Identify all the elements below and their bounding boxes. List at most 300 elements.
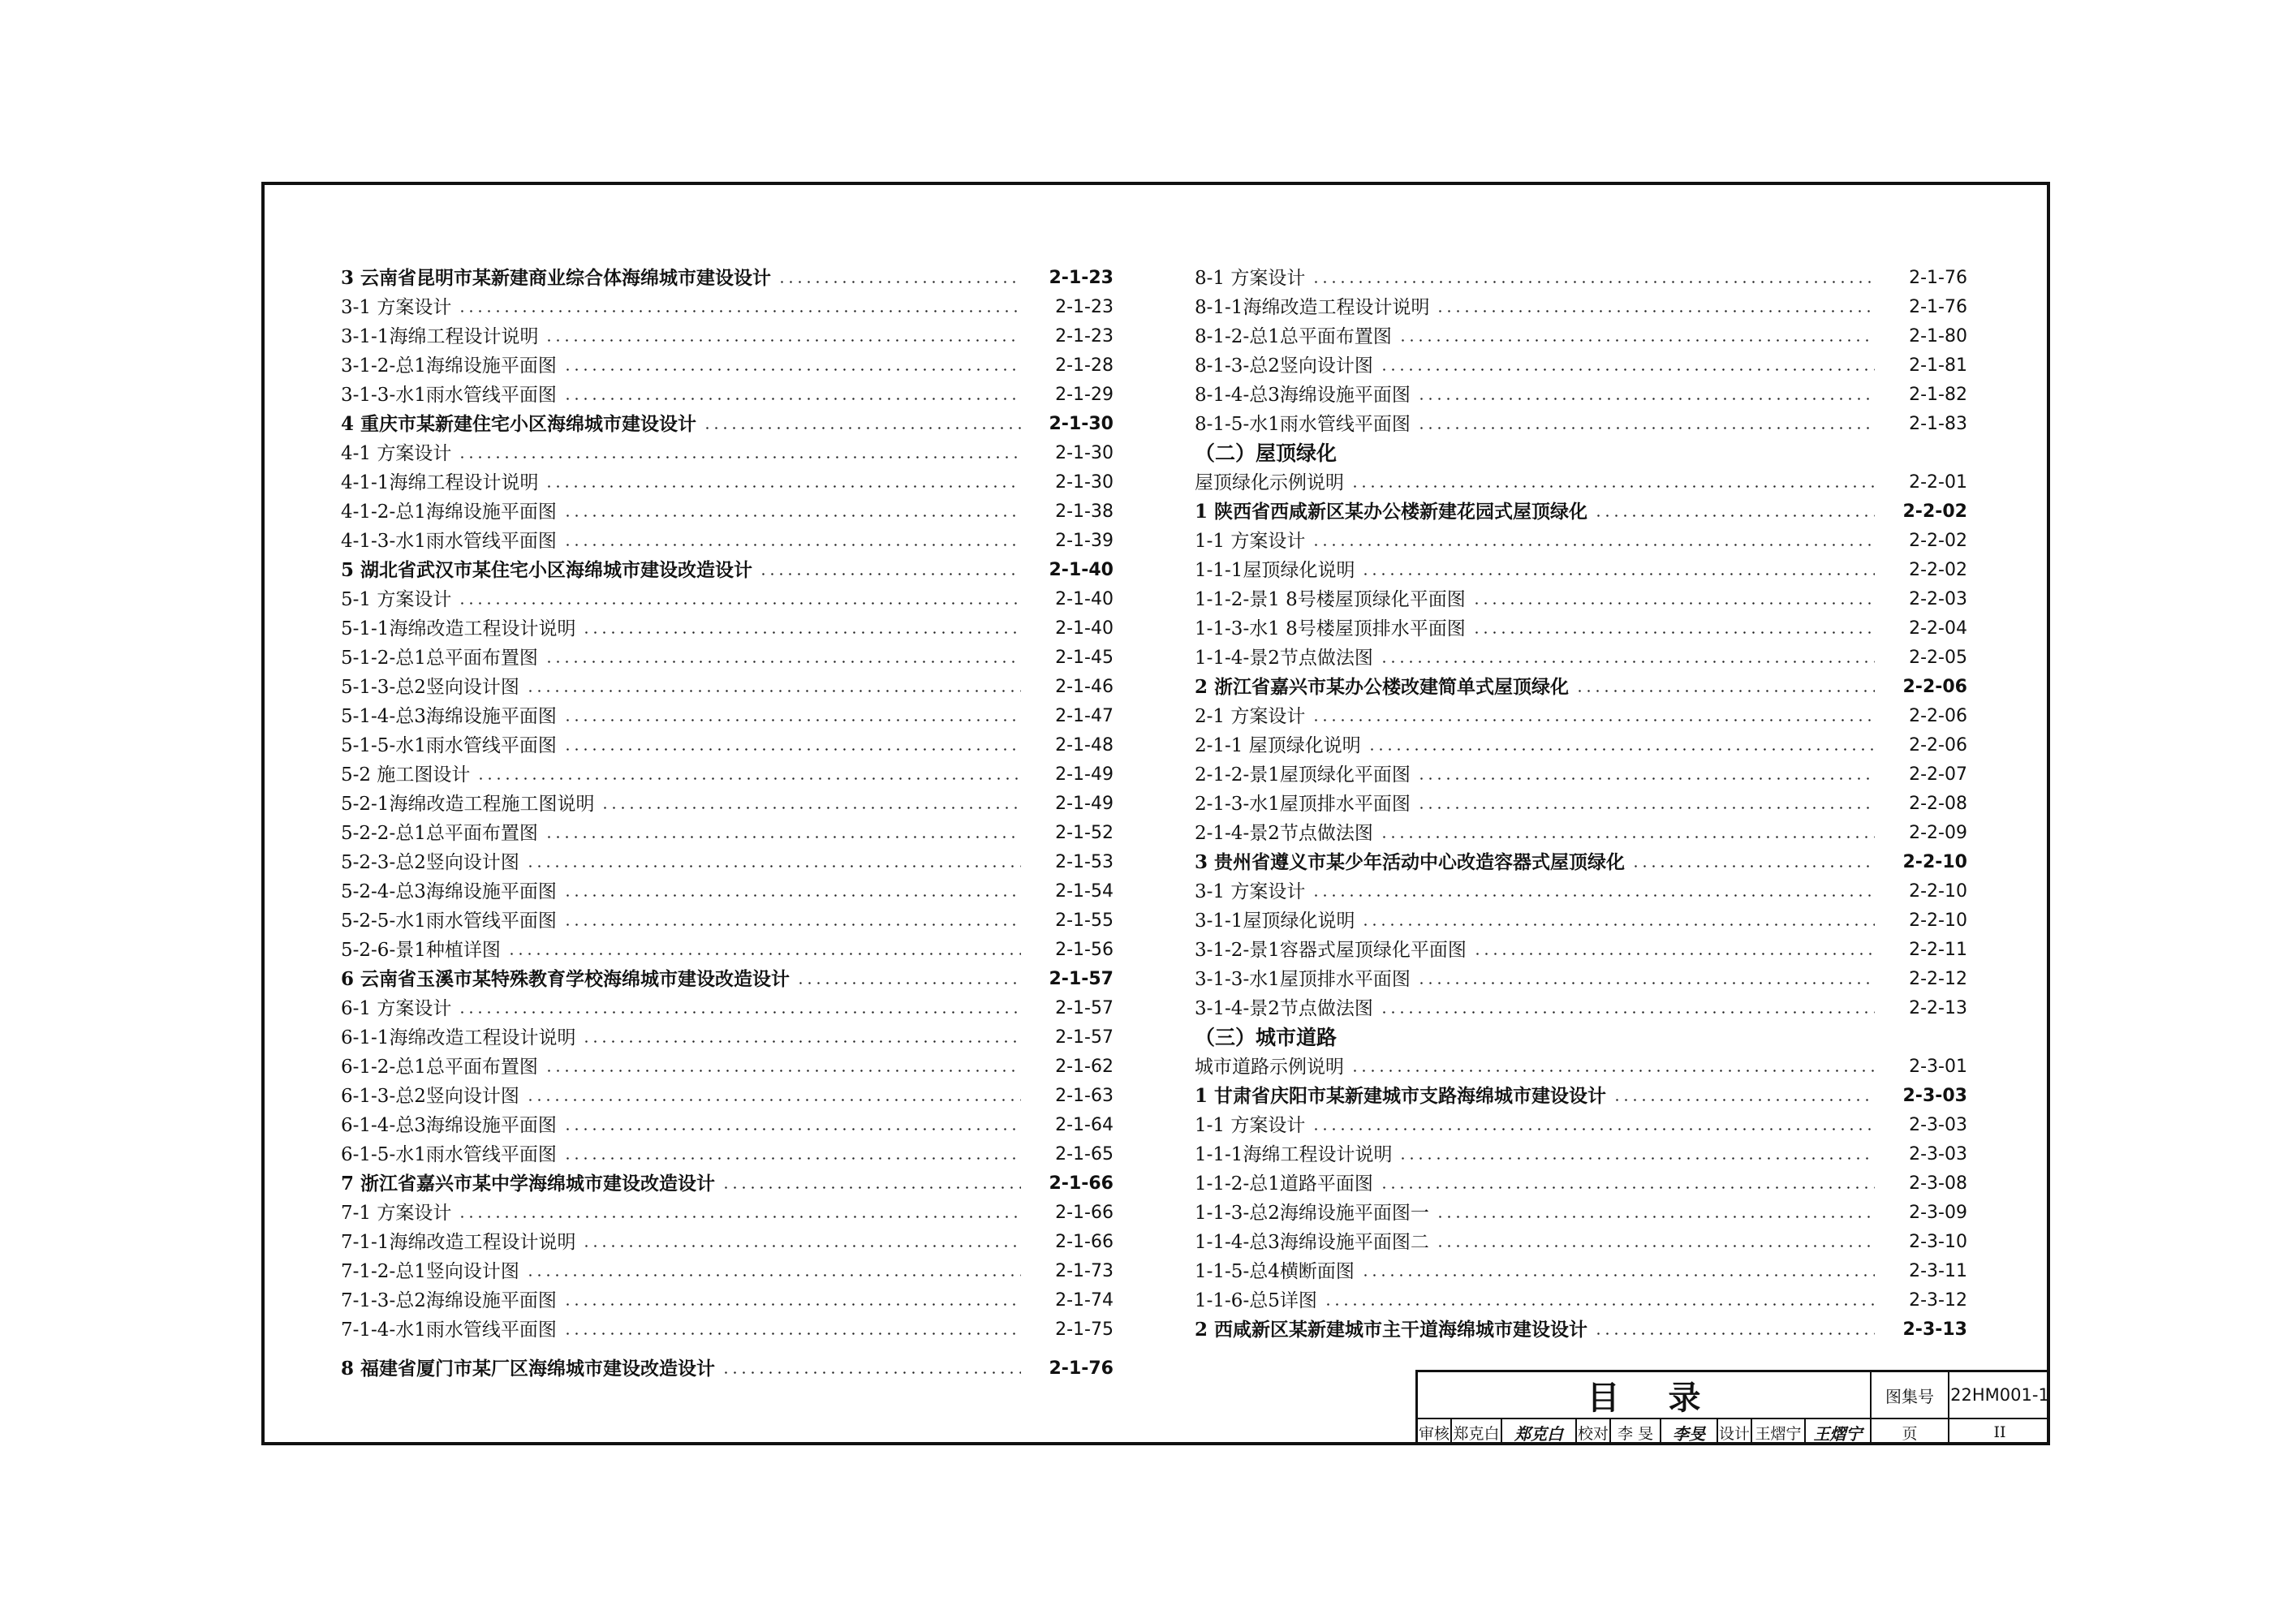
toc-entry <box>1195 615 1967 643</box>
toc-entry <box>341 966 1114 993</box>
toc-entry <box>341 995 1114 1022</box>
toc-entry-title: 3 云南省昆明市某新建商业综合体海绵城市建设设计 <box>341 267 772 289</box>
dot-leader <box>507 953 1021 955</box>
toc-entry <box>1195 644 1967 672</box>
toc-entry-page: 2-1-30 <box>1055 472 1114 493</box>
page-label: 页 <box>1872 1419 1949 1445</box>
dot-leader <box>476 777 1021 780</box>
toc-entry-title: 1-1-3-水1 8号楼屋顶排水平面图 <box>1195 618 1466 639</box>
toc-entry-title: 8-1-4-总3海绵设施平面图 <box>1195 385 1411 406</box>
dot-leader <box>759 573 1021 575</box>
dot-leader <box>1343 1040 1875 1043</box>
dot-leader <box>1417 427 1875 429</box>
toc-entry-page: 2-1-66 <box>1055 1203 1114 1223</box>
toc-entry-title: 1-1-5-总4横断面图 <box>1195 1261 1355 1282</box>
toc-entry-title: 3-1 方案设计 <box>341 297 452 318</box>
toc-entry-title: 3-1 方案设计 <box>1195 881 1306 902</box>
toc-entry-page: 2-1-54 <box>1055 881 1114 902</box>
toc-entry-page: 2-2-06 <box>1902 677 1967 697</box>
check-label: 校对 <box>1577 1419 1611 1445</box>
toc-entry-title: 6-1-2-总1总平面布置图 <box>341 1057 538 1078</box>
dot-leader <box>563 1128 1021 1130</box>
toc-entry-title: 8-1-5-水1雨水管线平面图 <box>1195 414 1411 435</box>
toc-entry <box>341 469 1114 497</box>
toc-entry <box>1195 440 1967 467</box>
toc-entry-page: 2-3-03 <box>1909 1115 1967 1135</box>
toc-entry-title: 5-1 方案设计 <box>341 589 452 610</box>
toc-entry-page: 2-1-45 <box>1055 648 1114 668</box>
toc-entry-title: 7-1-1海绵改造工程设计说明 <box>341 1232 576 1253</box>
dot-leader <box>722 1371 1021 1374</box>
dot-leader <box>1417 777 1875 780</box>
dot-leader <box>1398 339 1875 342</box>
toc-entry <box>341 1199 1114 1227</box>
toc-entry <box>341 1141 1114 1169</box>
toc-entry-title: 8-1 方案设计 <box>1195 268 1306 289</box>
toc-entry <box>1195 381 1967 409</box>
toc-entry <box>1195 294 1967 321</box>
toc-entry-page: 2-1-29 <box>1055 385 1114 405</box>
toc-entry-page: 2-1-46 <box>1055 677 1114 697</box>
toc-entry-page: 2-3-03 <box>1902 1086 1967 1106</box>
title-block-top-row <box>1418 1372 2050 1419</box>
toc-entry <box>341 323 1114 351</box>
toc-entry <box>1195 469 1967 497</box>
toc-entry <box>1195 1258 1967 1285</box>
title-block <box>1415 1370 2050 1445</box>
dot-leader <box>1417 807 1875 809</box>
toc-entry-title: 1 陕西省西咸新区某办公楼新建花园式屋顶绿化 <box>1195 501 1588 523</box>
toc-entry <box>1195 1112 1967 1139</box>
toc-entry <box>341 294 1114 321</box>
toc-entry-title: 1-1-4-景2节点做法图 <box>1195 648 1373 669</box>
dot-leader <box>526 865 1021 867</box>
toc-entry-title: （二）屋顶绿化 <box>1195 441 1338 465</box>
toc-entry <box>341 1287 1114 1315</box>
dot-leader <box>796 982 1021 984</box>
toc-entry <box>1195 498 1967 526</box>
dot-leader <box>545 836 1021 838</box>
toc-entry <box>341 790 1114 818</box>
toc-entry <box>1195 849 1967 876</box>
dot-leader <box>563 398 1021 400</box>
dot-leader <box>1380 1186 1875 1189</box>
toc-entry-title: 4-1 方案设计 <box>341 443 452 464</box>
toc-entry <box>1195 1141 1967 1169</box>
toc-entry-title: 3-1-3-水1屋顶排水平面图 <box>1195 969 1411 990</box>
toc-entry <box>1195 265 1967 292</box>
toc-entry-page: 2-2-08 <box>1909 794 1967 814</box>
toc-entry-page: 2-1-40 <box>1049 560 1114 580</box>
dot-leader <box>582 631 1021 634</box>
toc-entry <box>1195 1170 1967 1198</box>
toc-entry-page: 2-1-74 <box>1055 1290 1114 1311</box>
toc-entry-page: 2-2-05 <box>1909 648 1967 668</box>
toc-entry-page: 2-2-01 <box>1909 472 1967 493</box>
toc-entry <box>341 1258 1114 1285</box>
dot-leader <box>1324 1303 1875 1306</box>
toc-entry <box>341 1355 1114 1383</box>
toc-entry-page: 2-2-02 <box>1909 560 1967 580</box>
toc-entry <box>341 1229 1114 1256</box>
toc-entry <box>1195 966 1967 993</box>
toc-entry <box>1195 323 1967 351</box>
toc-entry-page: 2-1-49 <box>1055 794 1114 814</box>
dot-leader <box>1380 368 1875 371</box>
toc-entry-title: 7-1-4-水1雨水管线平面图 <box>341 1319 557 1341</box>
title-block-bottom-row <box>1418 1419 2050 1445</box>
toc-entry-page: 2-2-10 <box>1909 911 1967 931</box>
toc-entry <box>1195 790 1967 818</box>
toc-entry-page: 2-1-30 <box>1055 443 1114 463</box>
toc-entry-page: 2-1-56 <box>1055 940 1114 960</box>
toc-entry-page: 2-1-76 <box>1049 1358 1114 1379</box>
toc-entry <box>1195 761 1967 789</box>
dot-leader <box>563 368 1021 371</box>
toc-entry-title: 5-2-3-总2竖向设计图 <box>341 852 519 873</box>
dot-leader <box>722 1186 1021 1189</box>
toc-entry <box>341 586 1114 613</box>
toc-entry-title: 3-1-1屋顶绿化说明 <box>1195 911 1355 932</box>
dot-leader <box>582 1040 1021 1043</box>
toc-entry-page: 2-2-07 <box>1909 764 1967 785</box>
dot-leader <box>1380 836 1875 838</box>
toc-entry-page: 2-3-13 <box>1902 1319 1967 1340</box>
toc-entry-page: 2-1-83 <box>1909 414 1967 434</box>
toc-entry <box>341 907 1114 935</box>
dot-leader <box>1361 1274 1875 1276</box>
toc-entry <box>341 615 1114 643</box>
toc-entry-page: 2-2-10 <box>1909 881 1967 902</box>
toc-entry-page: 2-2-12 <box>1909 969 1967 989</box>
dot-leader <box>563 719 1021 721</box>
dot-leader <box>1417 398 1875 400</box>
toc-entry-title: 7-1 方案设计 <box>341 1203 452 1224</box>
toc-entry <box>1195 1229 1967 1256</box>
dot-leader <box>1380 661 1875 663</box>
toc-entry <box>341 498 1114 526</box>
toc-entry-title: 3-1-2-景1容器式屋顶绿化平面图 <box>1195 940 1467 961</box>
dot-leader <box>1575 690 1875 692</box>
dot-leader <box>1417 982 1875 984</box>
dot-leader <box>1343 456 1875 458</box>
dot-leader <box>1436 1245 1875 1247</box>
toc-entry-title: 2-1-2-景1屋顶绿化平面图 <box>1195 764 1411 786</box>
toc-entry-page: 2-1-48 <box>1055 735 1114 756</box>
toc-entry <box>341 381 1114 409</box>
toc-entry-title: 3-1-1海绵工程设计说明 <box>341 326 539 347</box>
dot-leader <box>563 1332 1021 1335</box>
toc-entry-title: 2 浙江省嘉兴市某办公楼改建简单式屋顶绿化 <box>1195 676 1570 698</box>
toc-entry-page: 2-1-76 <box>1909 297 1967 317</box>
toc-entry-page: 2-3-08 <box>1909 1173 1967 1194</box>
dot-leader <box>1398 1157 1875 1160</box>
toc-entry-page: 2-1-75 <box>1055 1319 1114 1340</box>
toc-entry-page: 2-3-10 <box>1909 1232 1967 1252</box>
toc-entry-page: 2-1-39 <box>1055 531 1114 551</box>
dot-leader <box>1436 1216 1875 1218</box>
dot-leader <box>582 1245 1021 1247</box>
toc-entry <box>341 1053 1114 1081</box>
dot-leader <box>1312 281 1875 283</box>
toc-entry <box>1195 557 1967 584</box>
toc-entry <box>341 527 1114 555</box>
toc-entry-title: 4-1-3-水1雨水管线平面图 <box>341 531 557 552</box>
toc-entry-page: 2-3-01 <box>1909 1057 1967 1077</box>
dot-leader <box>563 748 1021 751</box>
dot-leader <box>563 1303 1021 1306</box>
dot-leader <box>1436 310 1875 312</box>
toc-entry-title: 5-1-3-总2竖向设计图 <box>341 677 519 698</box>
toc-entry <box>341 820 1114 847</box>
toc-entry <box>341 1024 1114 1052</box>
dot-leader <box>1472 602 1875 605</box>
dot-leader <box>1312 719 1875 721</box>
toc-entry-page: 2-1-28 <box>1055 355 1114 376</box>
toc-entry <box>341 352 1114 380</box>
sheet-title: 目录 <box>1418 1372 1872 1418</box>
toc-entry-title: 7 浙江省嘉兴市某中学海绵城市建设改造设计 <box>341 1173 716 1195</box>
set-number: 22HM001-1 <box>1950 1385 2049 1405</box>
toc-entry-title: 6-1-5-水1雨水管线平面图 <box>341 1144 557 1165</box>
toc-entry-page: 2-3-03 <box>1909 1144 1967 1165</box>
toc-entry-page: 2-2-04 <box>1909 618 1967 639</box>
toc-entry <box>1195 411 1967 438</box>
toc-entry-page: 2-2-06 <box>1909 706 1967 726</box>
dot-leader <box>1472 631 1875 634</box>
toc-entry-title: 6-1 方案设计 <box>341 998 452 1019</box>
dot-leader <box>458 1011 1021 1014</box>
toc-entry <box>341 732 1114 760</box>
toc-entry-title: 1-1-1海绵工程设计说明 <box>1195 1144 1393 1165</box>
toc-entry <box>341 849 1114 876</box>
toc-entry-title: 3-1-4-景2节点做法图 <box>1195 998 1373 1019</box>
dot-leader <box>1312 1128 1875 1130</box>
toc-entry-page: 2-1-64 <box>1055 1115 1114 1135</box>
toc-entry-page: 2-1-82 <box>1909 385 1967 405</box>
toc-entry-page: 2-1-30 <box>1049 414 1114 434</box>
dot-leader <box>545 485 1021 488</box>
toc-entry-title: 4-1-1海绵工程设计说明 <box>341 472 539 493</box>
toc-entry-title: 4-1-2-总1海绵设施平面图 <box>341 502 557 523</box>
toc-entry-page: 2-1-40 <box>1055 589 1114 609</box>
toc-entry-page: 2-1-57 <box>1049 969 1114 989</box>
toc-entry <box>341 761 1114 789</box>
toc-entry <box>341 1170 1114 1198</box>
dot-leader <box>1350 485 1875 488</box>
dot-leader <box>1361 923 1875 926</box>
toc-entry-title: 5-1-1海绵改造工程设计说明 <box>341 618 576 639</box>
dot-leader <box>563 1157 1021 1160</box>
dot-leader <box>563 923 1021 926</box>
toc-entry-page: 2-3-12 <box>1909 1290 1967 1311</box>
toc-entry-page: 2-2-11 <box>1909 940 1967 960</box>
dot-leader <box>526 1274 1021 1276</box>
toc-entry <box>341 557 1114 584</box>
dot-leader <box>1368 748 1875 751</box>
toc-entry <box>341 1083 1114 1110</box>
dot-leader <box>526 1099 1021 1101</box>
toc-entry-title: 1-1-3-总2海绵设施平面图一 <box>1195 1203 1429 1224</box>
toc-entry-title: 1-1 方案设计 <box>1195 1115 1306 1136</box>
toc-entry-title: 5-2 施工图设计 <box>341 764 471 786</box>
toc-entry <box>341 265 1114 292</box>
toc-entry-title: 3-1-2-总1海绵设施平面图 <box>341 355 557 377</box>
checker-name: 李 旻 <box>1611 1419 1661 1445</box>
toc-entry <box>1195 1287 1967 1315</box>
toc-entry-title: 8-1-3-总2竖向设计图 <box>1195 355 1373 377</box>
toc-entry <box>341 878 1114 906</box>
toc-entry-title: 2-1-3-水1屋顶排水平面图 <box>1195 794 1411 815</box>
toc-entry-title: 5-2-4-总3海绵设施平面图 <box>341 881 557 902</box>
toc-entry-page: 2-1-47 <box>1055 706 1114 726</box>
dot-leader <box>1380 1011 1875 1014</box>
designer-name: 王熠宁 <box>1752 1419 1806 1445</box>
toc-entry-page: 2-1-23 <box>1055 326 1114 347</box>
toc-entry-title: 1-1-2-景1 8号楼屋顶绿化平面图 <box>1195 589 1466 610</box>
toc-entry-page: 2-1-49 <box>1055 764 1114 785</box>
toc-entry-page: 2-1-57 <box>1055 1027 1114 1048</box>
toc-entry-title: 5-1-2-总1总平面布置图 <box>341 648 538 669</box>
toc-entry-title: （三）城市道路 <box>1195 1026 1338 1049</box>
toc-entry <box>341 674 1114 701</box>
toc-entry-page: 2-1-38 <box>1055 502 1114 522</box>
toc-entry-title: 1-1-4-总3海绵设施平面图二 <box>1195 1232 1429 1253</box>
toc-entry-title: 7-1-2-总1竖向设计图 <box>341 1261 519 1282</box>
toc-entry <box>341 936 1114 964</box>
toc-entry-page: 2-1-55 <box>1055 911 1114 931</box>
toc-entry <box>1195 1316 1967 1344</box>
dot-leader <box>1350 1070 1875 1072</box>
toc-entry-page: 2-1-53 <box>1055 852 1114 872</box>
dot-leader <box>1613 1099 1875 1101</box>
dot-leader <box>458 456 1021 458</box>
toc-entry-title: 3 贵州省遵义市某少年活动中心改造容器式屋顶绿化 <box>1195 851 1626 873</box>
toc-entry-title: 2-1-1 屋顶绿化说明 <box>1195 735 1361 756</box>
toc-entry <box>1195 1199 1967 1227</box>
toc-entry-page: 2-2-02 <box>1909 531 1967 551</box>
toc-entry-title: 1 甘肃省庆阳市某新建城市支路海绵城市建设设计 <box>1195 1085 1607 1107</box>
toc-entry <box>341 411 1114 438</box>
toc-entry-page: 2-1-52 <box>1055 823 1114 843</box>
toc-entry <box>341 703 1114 730</box>
toc-entry-page: 2-2-13 <box>1909 998 1967 1018</box>
toc-entry-title: 7-1-3-总2海绵设施平面图 <box>341 1290 557 1311</box>
toc-entry-title: 5 湖北省武汉市某住宅小区海绵城市建设改造设计 <box>341 559 753 581</box>
reviewer-name: 郑克白 <box>1452 1419 1502 1445</box>
toc-entry-page: 2-2-09 <box>1909 823 1967 843</box>
toc-entry <box>1195 527 1967 555</box>
toc-entry <box>1195 732 1967 760</box>
toc-entry <box>1195 586 1967 613</box>
dot-leader <box>1361 573 1875 575</box>
toc-entry-page: 2-1-63 <box>1055 1086 1114 1106</box>
toc-entry-page: 2-1-57 <box>1055 998 1114 1018</box>
toc-entry-title: 8-1-2-总1总平面布置图 <box>1195 326 1392 347</box>
dot-leader <box>601 807 1021 809</box>
toc-entry <box>1195 936 1967 964</box>
toc-entry-page: 2-1-40 <box>1055 618 1114 639</box>
toc-entry <box>341 644 1114 672</box>
dot-leader <box>1312 894 1875 897</box>
reviewer-signature: 郑克白 <box>1502 1419 1577 1445</box>
toc-entry-page: 2-3-09 <box>1909 1203 1967 1223</box>
review-label: 审核 <box>1418 1419 1452 1445</box>
toc-entry-title: 8-1-1海绵改造工程设计说明 <box>1195 297 1430 318</box>
dot-leader <box>458 602 1021 605</box>
toc-entry-page: 2-1-73 <box>1055 1261 1114 1281</box>
dot-leader <box>1473 953 1875 955</box>
dot-leader <box>545 661 1021 663</box>
toc-entry-title: 6-1-3-总2竖向设计图 <box>341 1086 519 1107</box>
toc-entry <box>341 440 1114 467</box>
toc-entry-page: 2-2-06 <box>1909 735 1967 756</box>
toc-entry <box>1195 820 1967 847</box>
toc-entry-page: 2-1-80 <box>1909 326 1967 347</box>
checker-signature: 李旻 <box>1661 1419 1718 1445</box>
toc-entry-title: 8 福建省厦门市某厂区海绵城市建设改造设计 <box>341 1358 716 1380</box>
toc-entry <box>1195 878 1967 906</box>
toc-entry <box>1195 674 1967 701</box>
toc-entry <box>341 1112 1114 1139</box>
dot-leader <box>1594 514 1875 517</box>
toc-entry-page: 2-1-66 <box>1049 1173 1114 1194</box>
toc-entry <box>1195 907 1967 935</box>
dot-leader <box>526 690 1021 692</box>
dot-leader <box>563 894 1021 897</box>
dot-leader <box>778 281 1021 283</box>
toc-entry-title: 1-1-1屋顶绿化说明 <box>1195 560 1355 581</box>
dot-leader <box>563 544 1021 546</box>
toc-entry-title: 6 云南省玉溪市某特殊教育学校海绵城市建设改造设计 <box>341 968 790 990</box>
dot-leader <box>1631 865 1875 867</box>
toc-entry-title: 6-1-4-总3海绵设施平面图 <box>341 1115 557 1136</box>
toc-entry-page: 2-1-76 <box>1909 268 1967 288</box>
dot-leader <box>1312 544 1875 546</box>
toc-entry-title: 5-2-6-景1种植详图 <box>341 940 501 961</box>
page-number: II <box>1993 1423 2006 1441</box>
toc-entry-title: 1-1-2-总1道路平面图 <box>1195 1173 1373 1195</box>
toc-entry-title: 3-1-3-水1雨水管线平面图 <box>341 385 557 406</box>
toc-entry-page: 2-1-81 <box>1909 355 1967 376</box>
toc-entry-title: 屋顶绿化示例说明 <box>1195 472 1344 493</box>
toc-entry-page: 2-1-62 <box>1055 1057 1114 1077</box>
toc-entry-title: 城市道路示例说明 <box>1195 1057 1344 1078</box>
dot-leader <box>563 514 1021 517</box>
dot-leader <box>545 339 1021 342</box>
toc-entry-title: 1-1-6-总5详图 <box>1195 1290 1317 1311</box>
design-label: 设计 <box>1718 1419 1752 1445</box>
toc-entry-page: 2-1-23 <box>1055 297 1114 317</box>
toc-entry-page: 2-2-10 <box>1902 852 1967 872</box>
set-number-label: 图集号 <box>1872 1372 1949 1418</box>
toc-entry-page: 2-2-02 <box>1902 502 1967 522</box>
toc-entry <box>1195 1053 1967 1081</box>
designer-signature: 王熠宁 <box>1806 1419 1872 1445</box>
toc-entry <box>1195 352 1967 380</box>
toc-entry-title: 5-2-1海绵改造工程施工图说明 <box>341 794 595 815</box>
toc-entry-title: 6-1-1海绵改造工程设计说明 <box>341 1027 576 1048</box>
toc-entry-page: 2-1-66 <box>1055 1232 1114 1252</box>
toc-entry <box>341 1316 1114 1344</box>
toc-entry-title: 2-1-4-景2节点做法图 <box>1195 823 1373 844</box>
dot-leader <box>458 310 1021 312</box>
toc-entry-title: 1-1 方案设计 <box>1195 531 1306 552</box>
toc-entry-page: 2-2-03 <box>1909 589 1967 609</box>
toc-entry-page: 2-1-23 <box>1049 268 1114 288</box>
dot-leader <box>1594 1332 1875 1335</box>
dot-leader <box>703 427 1021 429</box>
